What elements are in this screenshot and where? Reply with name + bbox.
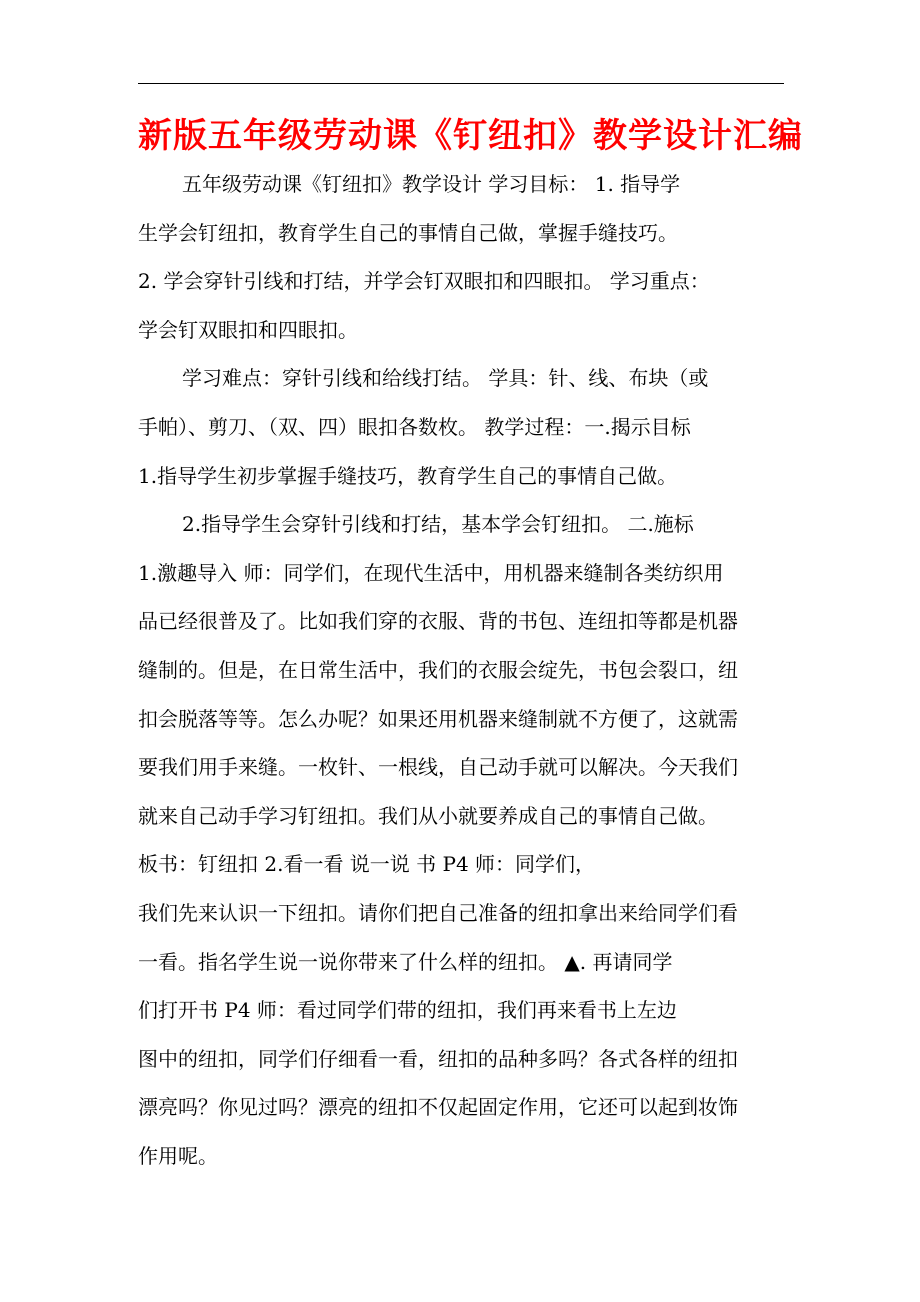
body-line: 品已经很普及了。比如我们穿的衣服、背的书包、连纽扣等都是机器 (138, 609, 738, 634)
body-line: 2.指导学生会穿针引线和打结，基本学会钉纽扣。 二.施标 (182, 512, 694, 537)
body-line: 2. 学会穿针引线和打结，并学会钉双眼扣和四眼扣。 学习重点： (138, 269, 710, 294)
body-line: 漂亮吗？你见过吗？漂亮的纽扣不仅起固定作用，它还可以起到妆饰 (138, 1095, 738, 1120)
body-line: 就来自己动手学习钉纽扣。我们从小就要养成自己的事情自己做。 (138, 803, 718, 828)
body-line: 一看。指名学生说一说你带来了什么样的纽扣。 ▲. 再请同学 (138, 949, 673, 974)
body-line: 扣会脱落等等。怎么办呢？如果还用机器来缝制就不方便了，这就需 (138, 706, 738, 731)
body-line: 生学会钉纽扣，教育学生自己的事情自己做，掌握手缝技巧。 (138, 220, 678, 245)
body-line: 作用呢。 (138, 1143, 218, 1168)
body-line: 我们先来认识一下纽扣。请你们把自己准备的纽扣拿出来给同学们看 (138, 900, 738, 925)
body-line: 们打开书 P4 师：看过同学们带的纽扣，我们再来看书上左边 (138, 998, 677, 1023)
header-rule (138, 83, 784, 84)
body-line: 学会钉双眼扣和四眼扣。 (138, 317, 358, 342)
body-line: 图中的纽扣，同学们仔细看一看，纽扣的品种多吗？各式各样的纽扣 (138, 1046, 738, 1071)
document-body (138, 160, 790, 1180)
body-line: 1.激趣导入 师：同学们，在现代生活中，用机器来缝制各类纺织用 (138, 560, 724, 585)
body-line: 1.指导学生初步掌握手缝技巧，教育学生自己的事情自己做。 (138, 463, 678, 488)
body-line: 学习难点：穿针引线和给线打结。 学具：针、线、布块（或 (182, 366, 709, 391)
body-line: 五年级劳动课《钉纽扣》教学设计 学习目标： 1. 指导学 (182, 172, 681, 196)
body-line: 缝制的。但是，在日常生活中，我们的衣服会绽先，书包会裂口，纽 (138, 657, 738, 682)
body-line: 要我们用手来缝。一枚针、一根线，自己动手就可以解决。今天我们 (138, 755, 738, 780)
document-title: 新版五年级劳动课《钉纽扣》教学设计汇编 (138, 116, 803, 156)
body-line: 板书：钉纽扣 2.看一看 说一说 书 P4 师：同学们， (138, 852, 596, 877)
body-line: 手帕）、剪刀、（双、四）眼扣各数枚。 教学过程：一.揭示目标 (138, 414, 691, 439)
